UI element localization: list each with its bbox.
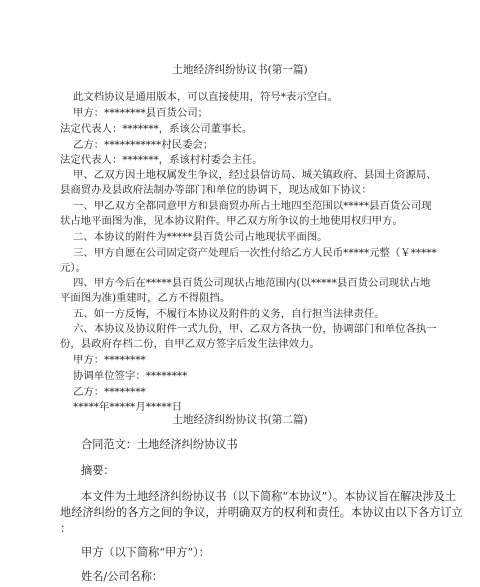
section2-title: 土地经济纠纷协议书(第二篇): [172, 414, 308, 426]
doc-line: 法定代表人：*******，系该公司董事长。: [60, 123, 253, 135]
clause-2: 二、本协议的附件为*****县百货公司占地现状平面图。: [73, 231, 328, 243]
clause-1-cont: 状占地平面图为准，见本协议附件。甲乙双方所争议的土地使用权归甲方。: [60, 215, 403, 227]
intro-line: 地经济纠纷的各方之间的争议，并明确双方的权利和责任。本协议由以下各方订立: [60, 506, 463, 519]
signature-party-a: 甲方：********: [73, 354, 146, 366]
signature-party-b: 乙方：********: [73, 386, 146, 398]
contract-label: 合同范文：土地经济纠纷协议书: [81, 438, 238, 451]
clause-6: 六、本协议及协议附件一式九份，甲、乙双方各执一份，协调部门和单位各执一: [73, 323, 437, 335]
doc-line: 法定代表人：*******，系该村村委会主任。: [60, 154, 263, 166]
clause-6-cont: 份，县政府存档二份，自甲乙双方签字后发生法律效力。: [60, 338, 320, 350]
section1-title: 土地经济纠纷协议书(第一篇): [172, 64, 308, 76]
signature-date: *****年*****月*****日: [73, 401, 183, 413]
clause-5: 五、如一方反悔，不履行本协议及附件的义务，自行担当法律责任。: [73, 308, 385, 320]
clause-1: 一、甲乙双方全都同意甲方和县商贸办所占土地四至范围以*****县百货公司现: [73, 200, 432, 212]
party-a-line: 甲方：********县百货公司；: [73, 107, 209, 119]
intro-line: ：: [60, 522, 72, 535]
clause-3: 三、甲方自愿在公司固定资产处理后一次性付给乙方人民币*****元整（￥*****: [73, 247, 437, 259]
doc-line: 县商贸办及县政府法制办等部门和单位的协调下，现达成如下协议：: [60, 184, 372, 196]
clause-3-cont: 元）。: [60, 262, 86, 274]
clause-4-cont: 平面图为准)重建时，乙方不得阻挡。: [60, 292, 231, 304]
doc-line: 此文档协议是通用版本，可以直接使用，符号*表示空白。: [73, 91, 338, 103]
field-party-a: 甲方（以下简称“甲方”）：: [81, 546, 210, 559]
signature-coordinator: 协调单位签字：********: [73, 370, 188, 382]
field-name: 姓名/公司名称：: [81, 570, 164, 583]
abstract-label: 摘要：: [81, 464, 115, 477]
clause-4: 四、甲方今后在*****县百货公司现状占地范围内(以*****县百货公司现状占地: [73, 277, 431, 289]
intro-line: 本文件为土地经济纠纷协议书（以下简称“本协议”）。本协议旨在解决涉及土: [81, 490, 457, 503]
doc-line: 甲、乙双方因土地权属发生争议，经过县信访局、城关镇政府、县国土资源局、: [73, 169, 437, 181]
party-b-line: 乙方：***********村民委会；: [73, 139, 214, 151]
